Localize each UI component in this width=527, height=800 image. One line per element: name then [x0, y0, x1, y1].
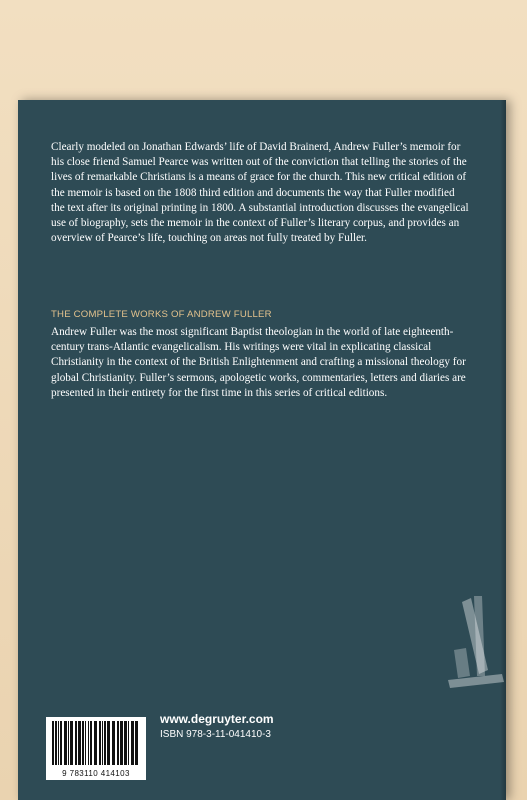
barcode-bar [135, 721, 138, 765]
barcode-bar [82, 721, 84, 765]
barcode-bar [78, 721, 81, 765]
isbn-number: ISBN 978-3-11-041410-3 [160, 729, 271, 740]
barcode-bar [90, 721, 92, 765]
barcode-bar [60, 721, 62, 765]
barcode-bar [99, 721, 101, 765]
barcode-bar [52, 721, 54, 765]
barcode-digits: 9 783110 414103 [62, 769, 130, 778]
barcode-bar [88, 721, 89, 765]
series-heading: THE COMPLETE WORKS OF ANDREW FULLER [51, 309, 272, 320]
barcode-bar [131, 721, 134, 765]
barcode-bar [55, 721, 57, 765]
barcode-bar [104, 721, 106, 765]
barcode-bar [64, 721, 67, 765]
barcode-bar [107, 721, 110, 765]
book-back-cover [18, 100, 506, 800]
barcode-bars [50, 721, 142, 765]
barcode-bar [75, 721, 77, 765]
barcode-bar [128, 721, 129, 765]
series-description: Andrew Fuller was the most significant Baptist theologian in the world of late eighteenth-century trans-Atlantic evangelicalism. His writings were vital in explicating classical Christianity in the context of the British Enlightenment and crafting a missional theology for global Christianity. Fuller’s sermons, apologetic works, commentaries, letters and diaries are presented in their entirety for the first time in this series of critical editions. [51, 326, 466, 399]
barcode-bar [70, 721, 73, 765]
barcode-bar [124, 721, 127, 765]
barcode-bar [58, 721, 59, 765]
barcode-bar [68, 721, 69, 765]
barcode-bar [85, 721, 86, 765]
barcode-bar [117, 721, 119, 765]
barcode-bar [112, 721, 115, 765]
barcode-bar [94, 721, 97, 765]
book-description: Clearly modeled on Jonathan Edwards’ life of David Brainerd, Andrew Fuller’s memoir for his close friend Samuel Pearce was written out of the conviction that telling the stories of the lives of remarkable Christians is a means of grace for the church. This new critical edition of the memoir is based on the 1808 third edition and documents the way that Fuller modified the text after its original printing in 1800. A substantial introduction discusses the evangelical use of biography, sets the memoir in the context of Fuller’s literary corpus, and provides an overview of Pearce’s life, touching on areas not fully treated by Fuller. [51, 141, 469, 245]
publisher-website: www.degruyter.com [160, 712, 274, 726]
isbn-barcode [46, 717, 146, 780]
barcode-bar [120, 721, 123, 765]
barcode-bar [102, 721, 103, 765]
stacked-books-icon [440, 590, 510, 690]
